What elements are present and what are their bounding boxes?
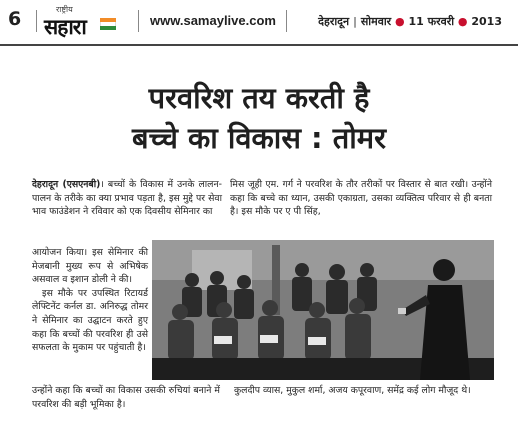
article-paragraph: मिस जूही एम. गर्ग ने परवरिश के तौर तरीकों पर विस्तार से बात रखी। उन्होंने कहा कि बच्चे का ध्यान, उसकी एकाग्रता, उसका व्यक्तित्व परिवार से ही बनता है। इस मौके पर ए पी सिंह, [230, 179, 492, 218]
masthead-divider [286, 10, 287, 32]
masthead-rule [0, 44, 518, 46]
article-column-left-narrow [32, 246, 148, 355]
date: 11 फरवरी [408, 15, 455, 28]
masthead-dateline: देहरादून | सोमवार ● 11 फरवरी ● 2013 [318, 15, 502, 28]
weekday: सोमवार [360, 15, 392, 28]
masthead-divider [138, 10, 139, 32]
masthead [0, 0, 518, 44]
article-dateline: देहरादून (एसएनबी) [32, 179, 101, 190]
article-column-right [230, 178, 492, 219]
article-column-left [32, 178, 222, 219]
article-paragraph: इस मौके पर उपस्थित रिटायर्ड लेफ्टिनेंट कर्नल डा. अनिरुद्ध तोमर ने सेमिनार का उद्घाटन करते हुए कहा कि बच्चों की परवरिश ही उसे सफलता के मुकाम पर पहुंचाती है। [32, 287, 148, 354]
website-url: www.samaylive.com [150, 13, 276, 28]
article-paragraph: । बच्चों के विकास में उनके लालन-पालन के तरीके का क्या प्रभाव पड़ता है, इस मुद्दे पर सेवा भाव फाउंडेशन ने रविवार को एक दिवसीय सेमिनार का [32, 179, 222, 218]
article-column-left-bottom [32, 384, 220, 411]
city-name: देहरादून [318, 15, 350, 28]
tricolor-flag-icon [100, 18, 116, 30]
article-paragraph: आयोजन किया। इस सेमिनार की मेजबानी मुख्य रूप से अभिषेक असवाल व इशान डोली ने की। [32, 247, 148, 286]
headline-line-1: परवरिश तय करती है [148, 81, 370, 115]
bullet-dot-icon: ● [457, 15, 468, 28]
newspaper-logo [44, 4, 126, 38]
article-paragraph: कुलदीप व्यास, मुकुल शर्मा, अजय कपूरवाण, समेंद्र कई लोग मौजूद थे। [234, 385, 471, 396]
article-paragraph: उन्होंने कहा कि बच्चों का विकास उसकी रुचियां बनाने में परवरिश की बड़ी भूमिका है। [32, 385, 220, 410]
page-number: 6 [8, 8, 22, 30]
headline-line-2: बच्चे का विकास : तोमर [132, 121, 386, 155]
seminar-photo-illustration [152, 240, 494, 380]
masthead-divider [36, 10, 37, 32]
bullet-dot-icon: ● [395, 15, 405, 28]
logo-wordmark: सहारा [44, 15, 86, 39]
logo-tagline: राष्ट्रीय [56, 5, 73, 14]
seminar-photo [152, 240, 494, 380]
article-column-right-bottom [234, 384, 484, 398]
year: 2013 [471, 15, 502, 28]
article-headline [0, 78, 518, 158]
